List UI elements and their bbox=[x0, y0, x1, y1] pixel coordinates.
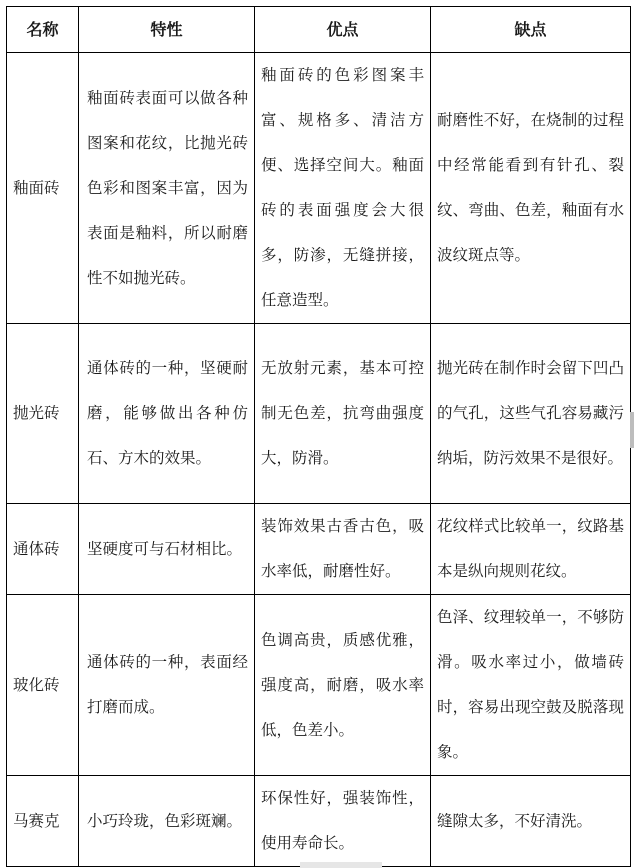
tile-feature: 通体砖的一种，表面经打磨而成。 bbox=[79, 595, 255, 776]
tile-advantage: 无放射元素，基本可控制无色差，抗弯曲强度大，防滑。 bbox=[255, 324, 431, 504]
header-name: 名称 bbox=[7, 7, 79, 53]
header-disadvantage: 缺点 bbox=[431, 7, 631, 53]
tile-feature: 坚硬度可与石材相比。 bbox=[79, 504, 255, 595]
table-row bbox=[7, 776, 631, 867]
table-row bbox=[7, 504, 631, 595]
tile-comparison-table bbox=[6, 6, 631, 867]
tile-feature: 釉面砖表面可以做各种图案和花纹，比抛光砖色彩和图案丰富，因为表面是釉料，所以耐磨性不如抛光砖。 bbox=[79, 53, 255, 324]
horizontal-scroll-handle[interactable] bbox=[300, 862, 382, 868]
tile-name: 玻化砖 bbox=[7, 595, 79, 776]
tile-disadvantage: 花纹样式比较单一，纹路基本是纵向规则花纹。 bbox=[431, 504, 631, 595]
header-advantage: 优点 bbox=[255, 7, 431, 53]
tile-name: 马赛克 bbox=[7, 776, 79, 867]
tile-advantage: 装饰效果古香古色，吸水率低，耐磨性好。 bbox=[255, 504, 431, 595]
tile-disadvantage: 耐磨性不好，在烧制的过程中经常能看到有针孔、裂纹、弯曲、色差，釉面有水波纹斑点等。 bbox=[431, 53, 631, 324]
table-row bbox=[7, 595, 631, 776]
header-row bbox=[7, 7, 631, 53]
tile-feature: 通体砖的一种，坚硬耐磨，能够做出各种仿石、方木的效果。 bbox=[79, 324, 255, 504]
tile-disadvantage: 缝隙太多，不好清洗。 bbox=[431, 776, 631, 867]
tile-name: 抛光砖 bbox=[7, 324, 79, 504]
tile-name: 釉面砖 bbox=[7, 53, 79, 324]
tile-name: 通体砖 bbox=[7, 504, 79, 595]
tile-advantage: 环保性好，强装饰性，使用寿命长。 bbox=[255, 776, 431, 867]
tile-advantage: 釉面砖的色彩图案丰富、规格多、清洁方便、选择空间大。釉面砖的表面强度会大很多，防渗，无缝拼接，任意造型。 bbox=[255, 53, 431, 324]
header-feature: 特性 bbox=[79, 7, 255, 53]
table-row bbox=[7, 324, 631, 504]
tile-disadvantage: 抛光砖在制作时会留下凹凸的气孔，这些气孔容易藏污纳垢，防污效果不是很好。 bbox=[431, 324, 631, 504]
table-row bbox=[7, 53, 631, 324]
tile-feature: 小巧玲珑，色彩斑斓。 bbox=[79, 776, 255, 867]
tile-disadvantage: 色泽、纹理较单一，不够防滑。吸水率过小，做墙砖时，容易出现空鼓及脱落现象。 bbox=[431, 595, 631, 776]
scrollbar-thumb[interactable] bbox=[630, 412, 634, 448]
tile-advantage: 色调高贵，质感优雅，强度高，耐磨，吸水率低，色差小。 bbox=[255, 595, 431, 776]
